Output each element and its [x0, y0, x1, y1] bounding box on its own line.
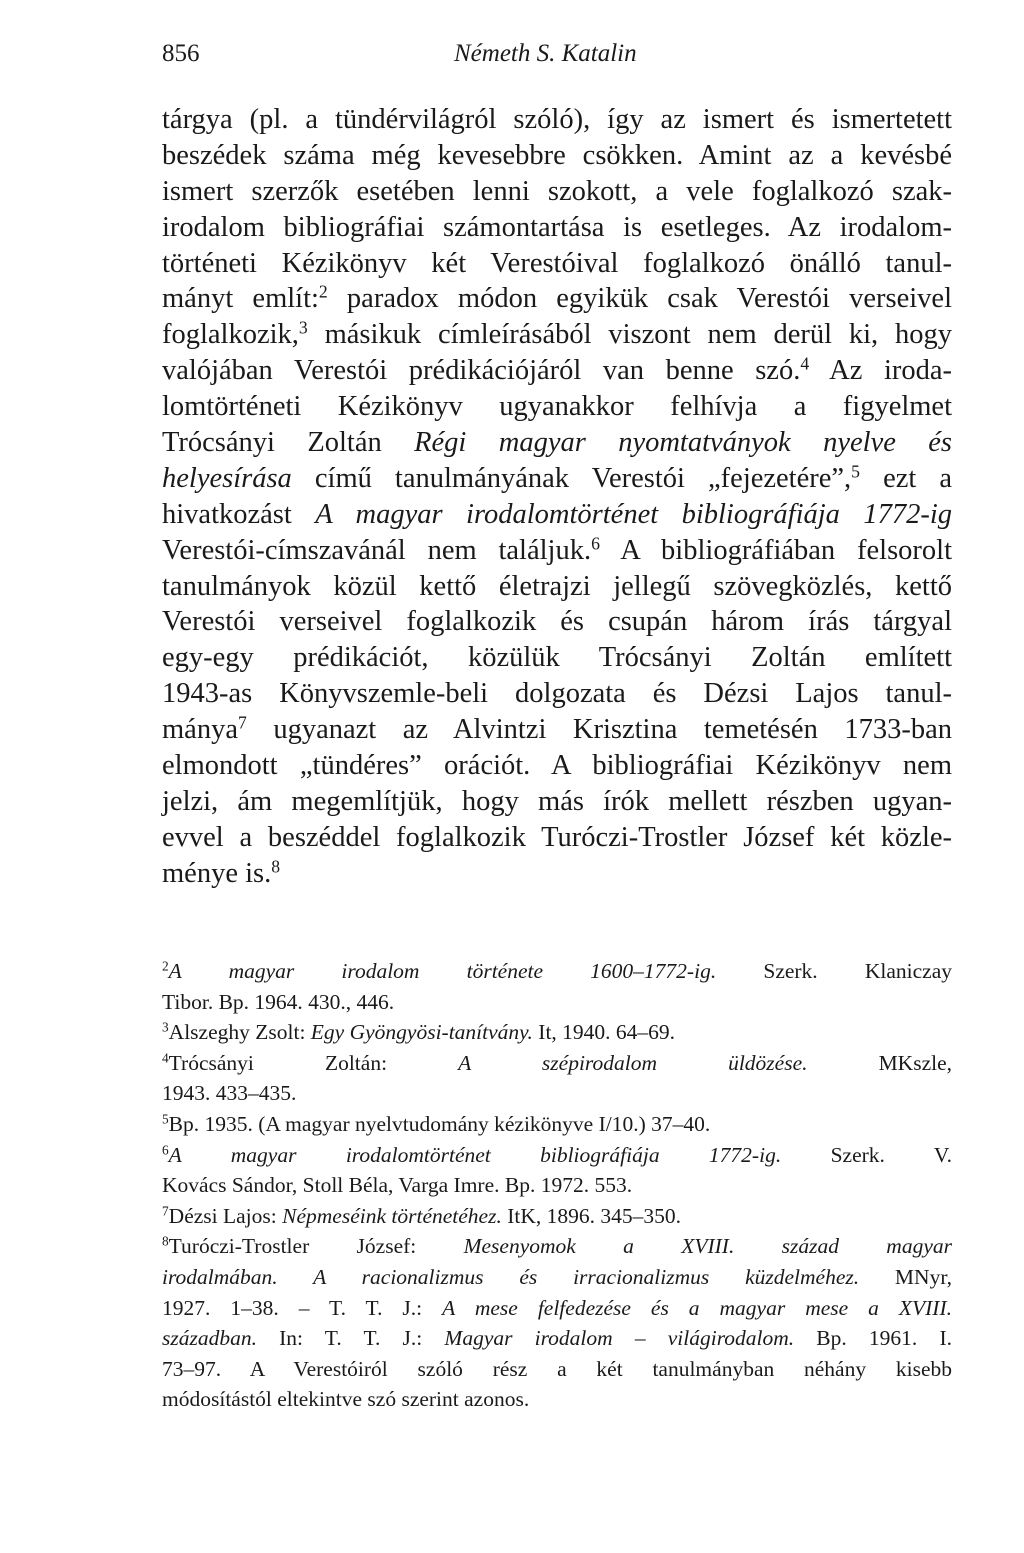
text-line — [162, 533, 952, 569]
text-line — [162, 640, 952, 676]
footnote-reference: 3 — [162, 1019, 169, 1035]
italic-title: A szépirodalom üldözése. — [458, 1050, 808, 1075]
text-run: Tibor. Bp. 1964. 430., 446. — [162, 989, 395, 1014]
footnotes — [162, 956, 952, 1415]
text-run: Trócsányi Zoltán: — [168, 1050, 459, 1075]
footnote-line — [162, 1109, 952, 1140]
italic-title: A mese felfedezése és a magyar mese a XVIII. — [442, 1295, 952, 1320]
footnote-line — [162, 1293, 952, 1324]
text-run: 1943. 433–435. — [162, 1081, 297, 1106]
text-run: tanulmányok közül kettő életrajzi jellegű szövegközlés, kettő — [162, 570, 952, 602]
main-paragraph — [162, 102, 952, 892]
text-run: Turóczi-Trostler József: — [168, 1234, 464, 1259]
text-run: 1943-as Könyvszemle-beli dolgozata és Dézsi Lajos tanul- — [162, 678, 952, 710]
italic-title: A magyar irodalomtörténet bibliográfiája 1772-ig — [315, 498, 953, 530]
text-run: 73–97. A Verestóiról szóló rész a két tanulmányban néhány kisebb — [162, 1356, 952, 1381]
footnote-line — [162, 1384, 952, 1415]
footnote-reference: 7 — [237, 712, 247, 733]
text-run: jelzi, ám megemlítjük, hogy más írók mellett részben ugyan- — [162, 785, 952, 817]
text-run: Kovács Sándor, Stoll Béla, Varga Imre. Bp. 1972. 553. — [162, 1173, 633, 1198]
text-run: című tanulmányának Verestói „fejezetére”, — [291, 462, 852, 494]
text-run: Dézsi Lajos: — [168, 1203, 283, 1228]
text-line — [162, 281, 952, 317]
italic-title: irodalmában. A racionalizmus és irracionalizmus küzdelméhez. — [162, 1264, 860, 1289]
text-run: irodalom bibliográfiai számontartása is esetleges. Az irodalom- — [162, 211, 952, 243]
text-line — [162, 246, 952, 282]
footnote-line — [162, 1078, 952, 1109]
text-run: Alszeghy Zsolt: — [168, 1020, 311, 1045]
text-run: 1927. 1–38. – T. T. J.: — [162, 1295, 443, 1320]
footnote-line — [162, 1231, 952, 1262]
footnote-reference: 8 — [162, 1234, 169, 1250]
text-line — [162, 461, 952, 497]
italic-title: Mesenyomok a XVIII. század magyar — [463, 1234, 952, 1259]
text-run: evvel a beszéddel foglalkozik Turóczi-Trostler József két közle- — [162, 821, 952, 853]
text-line — [162, 712, 952, 748]
footnote-reference: 5 — [851, 461, 860, 482]
footnote-line — [162, 956, 952, 987]
footnote-line — [162, 1140, 952, 1171]
running-head-author: Németh S. Katalin — [454, 40, 637, 67]
running-head — [162, 40, 952, 70]
text-line — [162, 497, 952, 533]
footnote-line — [162, 1354, 952, 1385]
text-line — [162, 210, 952, 246]
text-run: történeti Kézikönyv két Verestóival foglalkozó önálló tanul- — [162, 247, 952, 279]
text-line — [162, 748, 952, 784]
text-run: valójában Verestói prédikációjáról van benne szó. — [162, 355, 801, 387]
text-run: lomtörténeti Kézikönyv ugyanakkor felhívja a figyelmet — [162, 391, 952, 423]
footnote-line — [162, 1262, 952, 1293]
text-line — [162, 174, 952, 210]
text-line — [162, 856, 952, 892]
text-run: Verestói-címszavánál nem találjuk. — [162, 534, 592, 566]
italic-title: A magyar irodalomtörténet bibliográfiája 1772-ig. — [168, 1142, 782, 1167]
italic-title: Magyar irodalom – világirodalom. — [444, 1326, 795, 1351]
footnote-reference: 4 — [162, 1050, 169, 1066]
text-run: It, 1940. 64–69. — [532, 1020, 676, 1045]
text-line — [162, 820, 952, 856]
text-run: Az iroda- — [809, 355, 952, 387]
text-line — [162, 317, 952, 353]
text-run: ménye is. — [162, 857, 272, 889]
text-run: ezt a — [860, 462, 952, 494]
footnote-reference: 8 — [271, 856, 281, 876]
text-run: beszédek száma még kevesebbre csökken. Amint az a kevésbé — [162, 139, 952, 171]
footnote-line — [162, 1017, 952, 1048]
text-line — [162, 425, 952, 461]
text-run: módosítástól eltekintve szó szerint azonos. — [162, 1387, 530, 1412]
footnote-reference: 2 — [318, 281, 328, 302]
italic-title: helyesírása — [162, 462, 292, 494]
text-run: ItK, 1896. 345–350. — [501, 1203, 681, 1228]
footnote-reference: 4 — [800, 353, 810, 374]
page-number: 856 — [162, 40, 200, 67]
text-run: mánya — [162, 714, 238, 746]
footnote-reference: 6 — [591, 532, 600, 553]
text-run: ugyanazt az Alvintzi Krisztina temetésén 1733-ban — [246, 714, 952, 746]
text-run: MNyr, — [859, 1264, 952, 1289]
text-line — [162, 569, 952, 605]
text-run: egy-egy prédikációt, közülük Trócsányi Zoltán említett — [162, 642, 952, 674]
footnote-line — [162, 1323, 952, 1354]
footnote-line — [162, 1170, 952, 1201]
italic-title: A magyar irodalom története 1600–1772-ig. — [168, 959, 717, 983]
text-run: MKszle, — [807, 1050, 953, 1075]
italic-title: Népmeséink történetéhez. — [282, 1203, 502, 1228]
text-line — [162, 102, 952, 138]
text-run: hivatkozást — [162, 498, 316, 530]
text-line — [162, 353, 952, 389]
text-run: tárgya (pl. a tündérvilágról szóló), így az ismert és ismertetett — [162, 104, 952, 135]
footnote-reference: 5 — [162, 1111, 169, 1127]
text-line — [162, 676, 952, 712]
text-line — [162, 389, 952, 425]
text-run: mányt említ: — [162, 283, 319, 315]
italic-title: Egy Gyöngyösi-tanítvány. — [310, 1020, 533, 1045]
text-run: Trócsányi Zoltán — [162, 427, 415, 459]
text-run: Verestói verseivel foglalkozik és csupán három írás tárgyal — [162, 606, 952, 638]
text-run: másikuk címleírásából viszont nem derül ki, hogy — [307, 319, 952, 351]
text-run: A bibliográfiában felsorolt — [599, 534, 952, 566]
text-line — [162, 604, 952, 640]
text-line — [162, 784, 952, 820]
footnote-reference: 7 — [162, 1203, 169, 1219]
text-run: ismert szerzők esetében lenni szokott, a vele foglalkozó szak- — [162, 175, 952, 207]
text-run: Szerk. Klaniczay — [716, 959, 952, 983]
italic-title: Régi magyar nyomtatványok nyelve és — [414, 427, 952, 459]
footnote-line — [162, 1201, 952, 1232]
text-run: Bp. 1961. I. — [794, 1326, 952, 1351]
text-line — [162, 138, 952, 174]
text-run: elmondott „tündéres” orációt. A bibliográfiai Kézikönyv nem — [162, 750, 952, 782]
footnote-line — [162, 987, 952, 1018]
italic-title: században. — [162, 1326, 257, 1351]
text-run: paradox módon egyikük csak Verestói verseivel — [327, 283, 952, 315]
text-run: Bp. 1935. (A magyar nyelvtudomány kézikönyve I/10.) 37–40. — [168, 1111, 711, 1136]
text-run: In: T. T. J.: — [256, 1326, 445, 1351]
footnote-reference: 2 — [162, 958, 169, 974]
text-run: Szerk. V. — [781, 1142, 953, 1167]
footnote-reference: 3 — [298, 317, 308, 338]
text-run: foglalkozik, — [162, 319, 299, 351]
footnote-line — [162, 1048, 952, 1079]
footnote-reference: 6 — [162, 1142, 169, 1158]
